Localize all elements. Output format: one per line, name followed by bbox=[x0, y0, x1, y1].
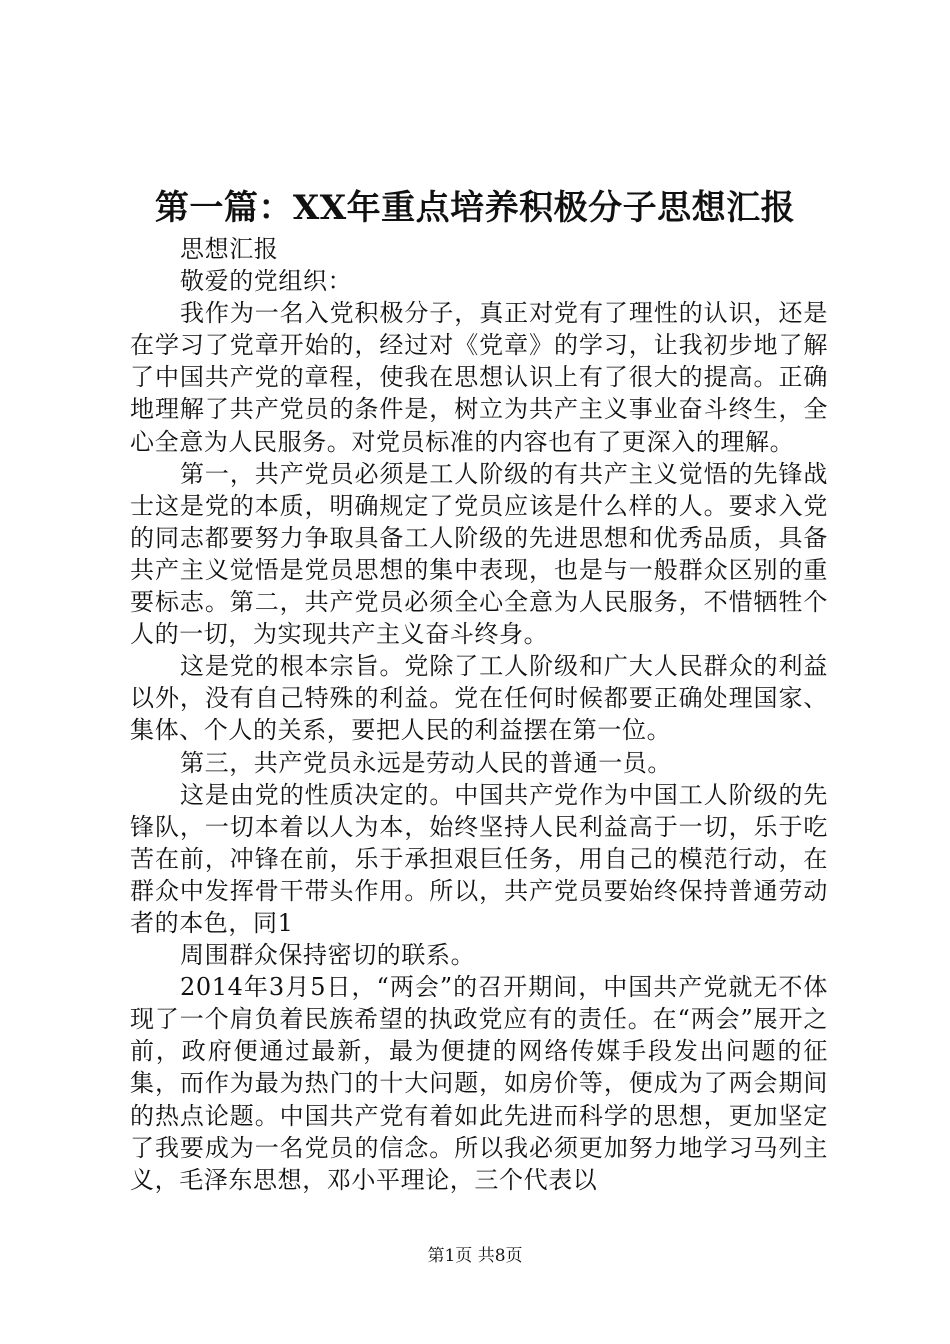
paragraph: 第三，共产党员永远是劳动人民的普通一员。 bbox=[180, 748, 672, 777]
paragraph: 我作为一名入党积极分子，真正对党有了理性的认识，还是在学习了党章开始的，经过对《党章》的学习，让我初步地了解了中国共产党的章程，使我在思想认识上有了很大的提高。正确地理解了共产党员的条件是，树立为共产主义事业奋斗终生，全心全意为人民服务。对党员标准的内容也有了更深入的理解。 bbox=[130, 299, 828, 456]
paragraph: 这是由党的性质决定的。中国共产党作为中国工人阶级的先锋队，一切本着以人为本，始终坚持人民利益高于一切，乐于吃苦在前，冲锋在前，乐于承担艰巨任务，用自己的模范行动，在群众中发挥骨干带头作用。所以，共产党员要始终保持普通劳动者的本色，同1 bbox=[130, 780, 828, 937]
document-body bbox=[130, 233, 828, 1196]
paragraph: 周围群众保持密切的联系。 bbox=[180, 941, 476, 970]
page-number-footer: 第1页 共8页 bbox=[427, 1246, 523, 1266]
document-title: 第一篇：XX年重点培养积极分子思想汇报 bbox=[154, 188, 796, 228]
paragraph-heading: 思想汇报 bbox=[180, 235, 279, 263]
paragraph: 2014年3月5日，“两会”的召开期间，中国共产党就无不体现了一个肩负着民族希望的执政党应有的责任。在“两会”展开之前，政府便通过最新，最为便捷的网络传媒手段发出问题的征集，而作为最为热门的十大问题，如房价等，便成为了两会期间的热点论题。中国共产党有着如此先进而科学的思想，更加坚定了我要成为一名党员的信念。所以我必须更加努力地学习马列主义，毛泽东思想，邓小平理论，三个代表以 bbox=[130, 973, 828, 1194]
paragraph: 这是党的根本宗旨。党除了工人阶级和广大人民群众的利益以外，没有自己特殊的利益。党在任何时候都要正确处理国家、集体、个人的关系，要把人民的利益摆在第一位。 bbox=[130, 652, 828, 745]
paragraph-salutation: 敬爱的党组织： bbox=[180, 267, 353, 296]
paragraph: 第一，共产党员必须是工人阶级的有共产主义觉悟的先锋战士这是党的本质，明确规定了党员应该是什么样的人。要求入党的同志都要努力争取具备工人阶级的先进思想和优秀品质，具备共产主义觉悟是党员思想的集中表现，也是与一般群众区别的重要标志。第二，共产党员必须全心全意为人民服务，不惜牺牲个人的一切，为实现共产主义奋斗终身。 bbox=[130, 459, 828, 649]
